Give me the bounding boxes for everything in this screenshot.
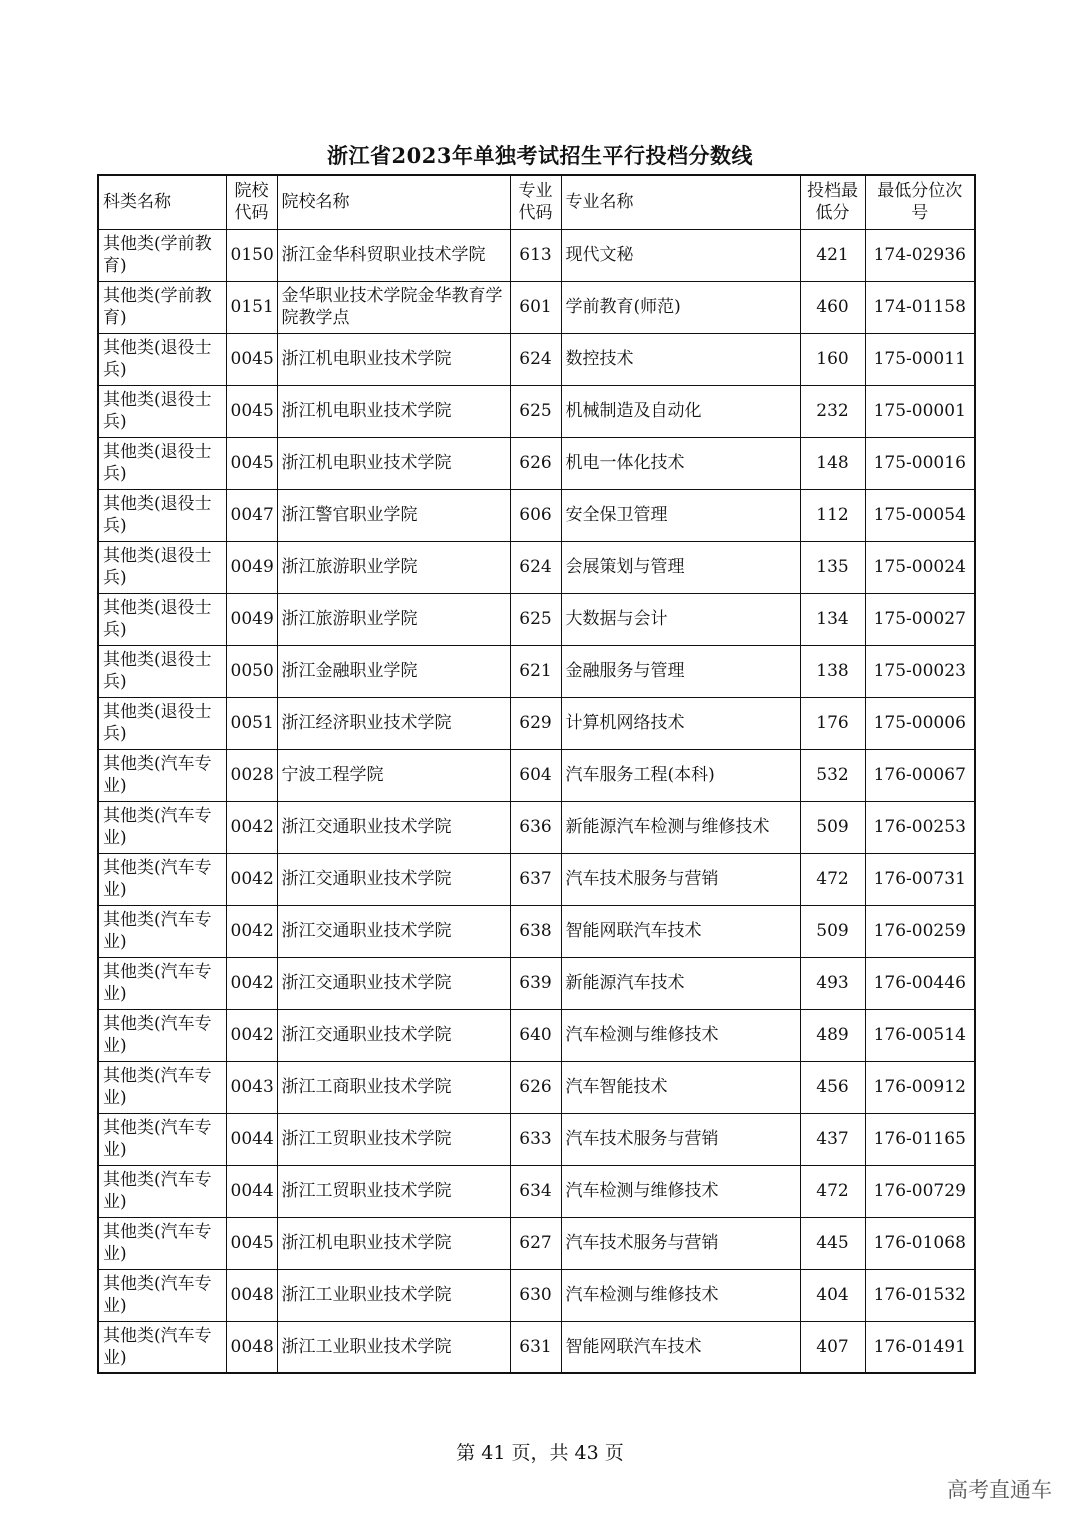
cell-school-code: 0045 [226, 437, 277, 489]
cell-major-name: 大数据与会计 [561, 593, 800, 645]
cell-category: 其他类(退役士兵) [98, 593, 226, 645]
cell-school-name: 浙江交通职业技术学院 [277, 1009, 510, 1061]
cell-major-name: 汽车服务工程(本科) [561, 749, 800, 801]
cell-school-name: 浙江工业职业技术学院 [277, 1269, 510, 1321]
table-row [98, 593, 975, 645]
cell-school-code: 0047 [226, 489, 277, 541]
cell-major-code: 633 [510, 1113, 561, 1165]
cell-min-score: 176 [800, 697, 865, 749]
cell-min-score: 112 [800, 489, 865, 541]
cell-school-code: 0042 [226, 1009, 277, 1061]
table-row [98, 385, 975, 437]
cell-major-name: 学前教育(师范) [561, 281, 800, 333]
cell-category: 其他类(汽车专业) [98, 1165, 226, 1217]
cell-min-score: 509 [800, 905, 865, 957]
cell-major-name: 新能源汽车检测与维修技术 [561, 801, 800, 853]
cell-min-score: 134 [800, 593, 865, 645]
cell-major-code: 604 [510, 749, 561, 801]
table-row [98, 541, 975, 593]
table-row [98, 1321, 975, 1373]
cell-school-code: 0042 [226, 853, 277, 905]
cell-category: 其他类(退役士兵) [98, 333, 226, 385]
cell-school-code: 0043 [226, 1061, 277, 1113]
cell-major-code: 621 [510, 645, 561, 697]
cell-min-rank: 176-00729 [865, 1165, 975, 1217]
cell-school-name: 浙江交通职业技术学院 [277, 853, 510, 905]
cell-category: 其他类(退役士兵) [98, 437, 226, 489]
cell-school-code: 0151 [226, 281, 277, 333]
cell-min-rank: 176-00259 [865, 905, 975, 957]
cell-major-code: 626 [510, 437, 561, 489]
table-row [98, 1009, 975, 1061]
cell-min-score: 404 [800, 1269, 865, 1321]
cell-school-code: 0048 [226, 1269, 277, 1321]
cell-school-name: 浙江机电职业技术学院 [277, 385, 510, 437]
cell-category: 其他类(退役士兵) [98, 385, 226, 437]
table-row [98, 281, 975, 333]
cell-school-name: 浙江旅游职业学院 [277, 593, 510, 645]
cell-school-code: 0044 [226, 1113, 277, 1165]
cell-category: 其他类(退役士兵) [98, 489, 226, 541]
cell-major-name: 现代文秘 [561, 229, 800, 281]
table-row [98, 1269, 975, 1321]
cell-min-score: 456 [800, 1061, 865, 1113]
cell-min-rank: 175-00023 [865, 645, 975, 697]
cell-school-code: 0049 [226, 593, 277, 645]
watermark: 高考直通车 [947, 1478, 1052, 1502]
cell-school-name: 浙江交通职业技术学院 [277, 957, 510, 1009]
cell-major-name: 汽车智能技术 [561, 1061, 800, 1113]
header-major-code: 专业代码 [510, 175, 561, 229]
cell-school-name: 浙江警官职业学院 [277, 489, 510, 541]
cell-school-code: 0044 [226, 1165, 277, 1217]
cell-major-code: 624 [510, 333, 561, 385]
cell-major-name: 安全保卫管理 [561, 489, 800, 541]
cell-min-rank: 176-00912 [865, 1061, 975, 1113]
header-row [98, 175, 975, 229]
cell-min-score: 460 [800, 281, 865, 333]
cell-min-score: 493 [800, 957, 865, 1009]
cell-school-code: 0150 [226, 229, 277, 281]
cell-school-name: 浙江工业职业技术学院 [277, 1321, 510, 1373]
cell-school-name: 浙江金融职业学院 [277, 645, 510, 697]
cell-school-name: 浙江交通职业技术学院 [277, 905, 510, 957]
cell-major-name: 新能源汽车技术 [561, 957, 800, 1009]
page-title: 浙江省2023年单独考试招生平行投档分数线 [327, 143, 753, 168]
cell-major-code: 630 [510, 1269, 561, 1321]
cell-min-score: 472 [800, 853, 865, 905]
cell-school-name: 金华职业技术学院金华教育学院教学点 [277, 281, 510, 333]
cell-category: 其他类(退役士兵) [98, 541, 226, 593]
cell-category: 其他类(汽车专业) [98, 1061, 226, 1113]
cell-school-code: 0049 [226, 541, 277, 593]
cell-category: 其他类(退役士兵) [98, 697, 226, 749]
cell-min-score: 407 [800, 1321, 865, 1373]
cell-min-score: 509 [800, 801, 865, 853]
cell-min-score: 489 [800, 1009, 865, 1061]
cell-category: 其他类(汽车专业) [98, 1269, 226, 1321]
cell-min-rank: 175-00011 [865, 333, 975, 385]
table-body [98, 229, 975, 1373]
cell-category: 其他类(汽车专业) [98, 905, 226, 957]
cell-major-code: 640 [510, 1009, 561, 1061]
table-row [98, 749, 975, 801]
cell-min-rank: 176-00514 [865, 1009, 975, 1061]
cell-major-code: 634 [510, 1165, 561, 1217]
cell-school-name: 浙江机电职业技术学院 [277, 437, 510, 489]
cell-major-name: 会展策划与管理 [561, 541, 800, 593]
cell-major-name: 智能网联汽车技术 [561, 905, 800, 957]
table-row [98, 905, 975, 957]
cell-min-rank: 176-01491 [865, 1321, 975, 1373]
cell-min-score: 421 [800, 229, 865, 281]
cell-major-name: 机械制造及自动化 [561, 385, 800, 437]
cell-category: 其他类(汽车专业) [98, 1217, 226, 1269]
cell-category: 其他类(汽车专业) [98, 853, 226, 905]
cell-major-name: 机电一体化技术 [561, 437, 800, 489]
cell-min-rank: 175-00001 [865, 385, 975, 437]
table-row [98, 645, 975, 697]
cell-major-name: 数控技术 [561, 333, 800, 385]
cell-school-name: 浙江机电职业技术学院 [277, 333, 510, 385]
cell-min-rank: 176-01165 [865, 1113, 975, 1165]
table-row [98, 697, 975, 749]
cell-school-name: 浙江交通职业技术学院 [277, 801, 510, 853]
cell-school-name: 浙江工商职业技术学院 [277, 1061, 510, 1113]
cell-category: 其他类(汽车专业) [98, 1009, 226, 1061]
cell-min-rank: 174-01158 [865, 281, 975, 333]
cell-category: 其他类(退役士兵) [98, 645, 226, 697]
cell-category: 其他类(汽车专业) [98, 801, 226, 853]
table-row [98, 437, 975, 489]
cell-major-name: 汽车技术服务与营销 [561, 1113, 800, 1165]
cell-major-name: 汽车技术服务与营销 [561, 1217, 800, 1269]
cell-min-score: 472 [800, 1165, 865, 1217]
cell-school-name: 浙江工贸职业技术学院 [277, 1165, 510, 1217]
cell-major-name: 汽车技术服务与营销 [561, 853, 800, 905]
table-row [98, 489, 975, 541]
cell-major-code: 627 [510, 1217, 561, 1269]
cell-major-code: 625 [510, 593, 561, 645]
table-row [98, 229, 975, 281]
cell-min-rank: 176-00446 [865, 957, 975, 1009]
cell-major-name: 智能网联汽车技术 [561, 1321, 800, 1373]
cell-category: 其他类(汽车专业) [98, 1321, 226, 1373]
table-row [98, 957, 975, 1009]
cell-min-score: 138 [800, 645, 865, 697]
cell-school-code: 0045 [226, 1217, 277, 1269]
table-row [98, 1217, 975, 1269]
cell-major-name: 汽车检测与维修技术 [561, 1165, 800, 1217]
cell-school-name: 浙江金华科贸职业技术学院 [277, 229, 510, 281]
header-school-name: 院校名称 [277, 175, 510, 229]
cell-min-rank: 175-00006 [865, 697, 975, 749]
cell-category: 其他类(汽车专业) [98, 957, 226, 1009]
table-row [98, 333, 975, 385]
cell-min-score: 232 [800, 385, 865, 437]
cell-school-code: 0051 [226, 697, 277, 749]
header-major-name: 专业名称 [561, 175, 800, 229]
header-min-score: 投档最低分 [800, 175, 865, 229]
cell-school-name: 浙江旅游职业学院 [277, 541, 510, 593]
header-min-rank: 最低分位次号 [865, 175, 975, 229]
cell-min-rank: 175-00027 [865, 593, 975, 645]
cell-major-code: 601 [510, 281, 561, 333]
cell-min-rank: 175-00054 [865, 489, 975, 541]
cell-major-code: 613 [510, 229, 561, 281]
table-row [98, 1061, 975, 1113]
cell-min-score: 135 [800, 541, 865, 593]
cell-category: 其他类(学前教育) [98, 281, 226, 333]
cell-major-name: 金融服务与管理 [561, 645, 800, 697]
table-row [98, 1113, 975, 1165]
table-row [98, 801, 975, 853]
cell-major-code: 626 [510, 1061, 561, 1113]
table-row [98, 853, 975, 905]
cell-major-code: 638 [510, 905, 561, 957]
cell-school-name: 浙江工贸职业技术学院 [277, 1113, 510, 1165]
cell-school-code: 0042 [226, 957, 277, 1009]
cell-category: 其他类(学前教育) [98, 229, 226, 281]
cell-min-rank: 175-00016 [865, 437, 975, 489]
cell-major-code: 606 [510, 489, 561, 541]
cell-major-code: 629 [510, 697, 561, 749]
cell-major-code: 639 [510, 957, 561, 1009]
header-category: 科类名称 [98, 175, 226, 229]
cell-min-score: 148 [800, 437, 865, 489]
cell-school-code: 0050 [226, 645, 277, 697]
page-footer: 第 41 页，共 43 页 [456, 1442, 624, 1464]
cell-min-rank: 176-00731 [865, 853, 975, 905]
cell-school-code: 0042 [226, 905, 277, 957]
cell-school-name: 宁波工程学院 [277, 749, 510, 801]
header-school-code: 院校代码 [226, 175, 277, 229]
cell-major-code: 636 [510, 801, 561, 853]
cell-min-rank: 176-00253 [865, 801, 975, 853]
cell-school-code: 0048 [226, 1321, 277, 1373]
cell-major-code: 631 [510, 1321, 561, 1373]
cell-min-rank: 176-01068 [865, 1217, 975, 1269]
cell-school-name: 浙江机电职业技术学院 [277, 1217, 510, 1269]
cell-min-rank: 176-01532 [865, 1269, 975, 1321]
cell-school-code: 0028 [226, 749, 277, 801]
score-table [97, 174, 976, 1374]
cell-major-name: 汽车检测与维修技术 [561, 1009, 800, 1061]
cell-category: 其他类(汽车专业) [98, 749, 226, 801]
cell-min-score: 437 [800, 1113, 865, 1165]
cell-min-rank: 176-00067 [865, 749, 975, 801]
cell-min-score: 445 [800, 1217, 865, 1269]
cell-min-score: 532 [800, 749, 865, 801]
cell-min-score: 160 [800, 333, 865, 385]
cell-school-code: 0045 [226, 385, 277, 437]
cell-major-code: 637 [510, 853, 561, 905]
cell-school-name: 浙江经济职业技术学院 [277, 697, 510, 749]
cell-school-code: 0045 [226, 333, 277, 385]
cell-major-code: 625 [510, 385, 561, 437]
cell-min-rank: 174-02936 [865, 229, 975, 281]
cell-category: 其他类(汽车专业) [98, 1113, 226, 1165]
cell-major-name: 计算机网络技术 [561, 697, 800, 749]
cell-major-code: 624 [510, 541, 561, 593]
cell-major-name: 汽车检测与维修技术 [561, 1269, 800, 1321]
table-row [98, 1165, 975, 1217]
cell-min-rank: 175-00024 [865, 541, 975, 593]
cell-school-code: 0042 [226, 801, 277, 853]
